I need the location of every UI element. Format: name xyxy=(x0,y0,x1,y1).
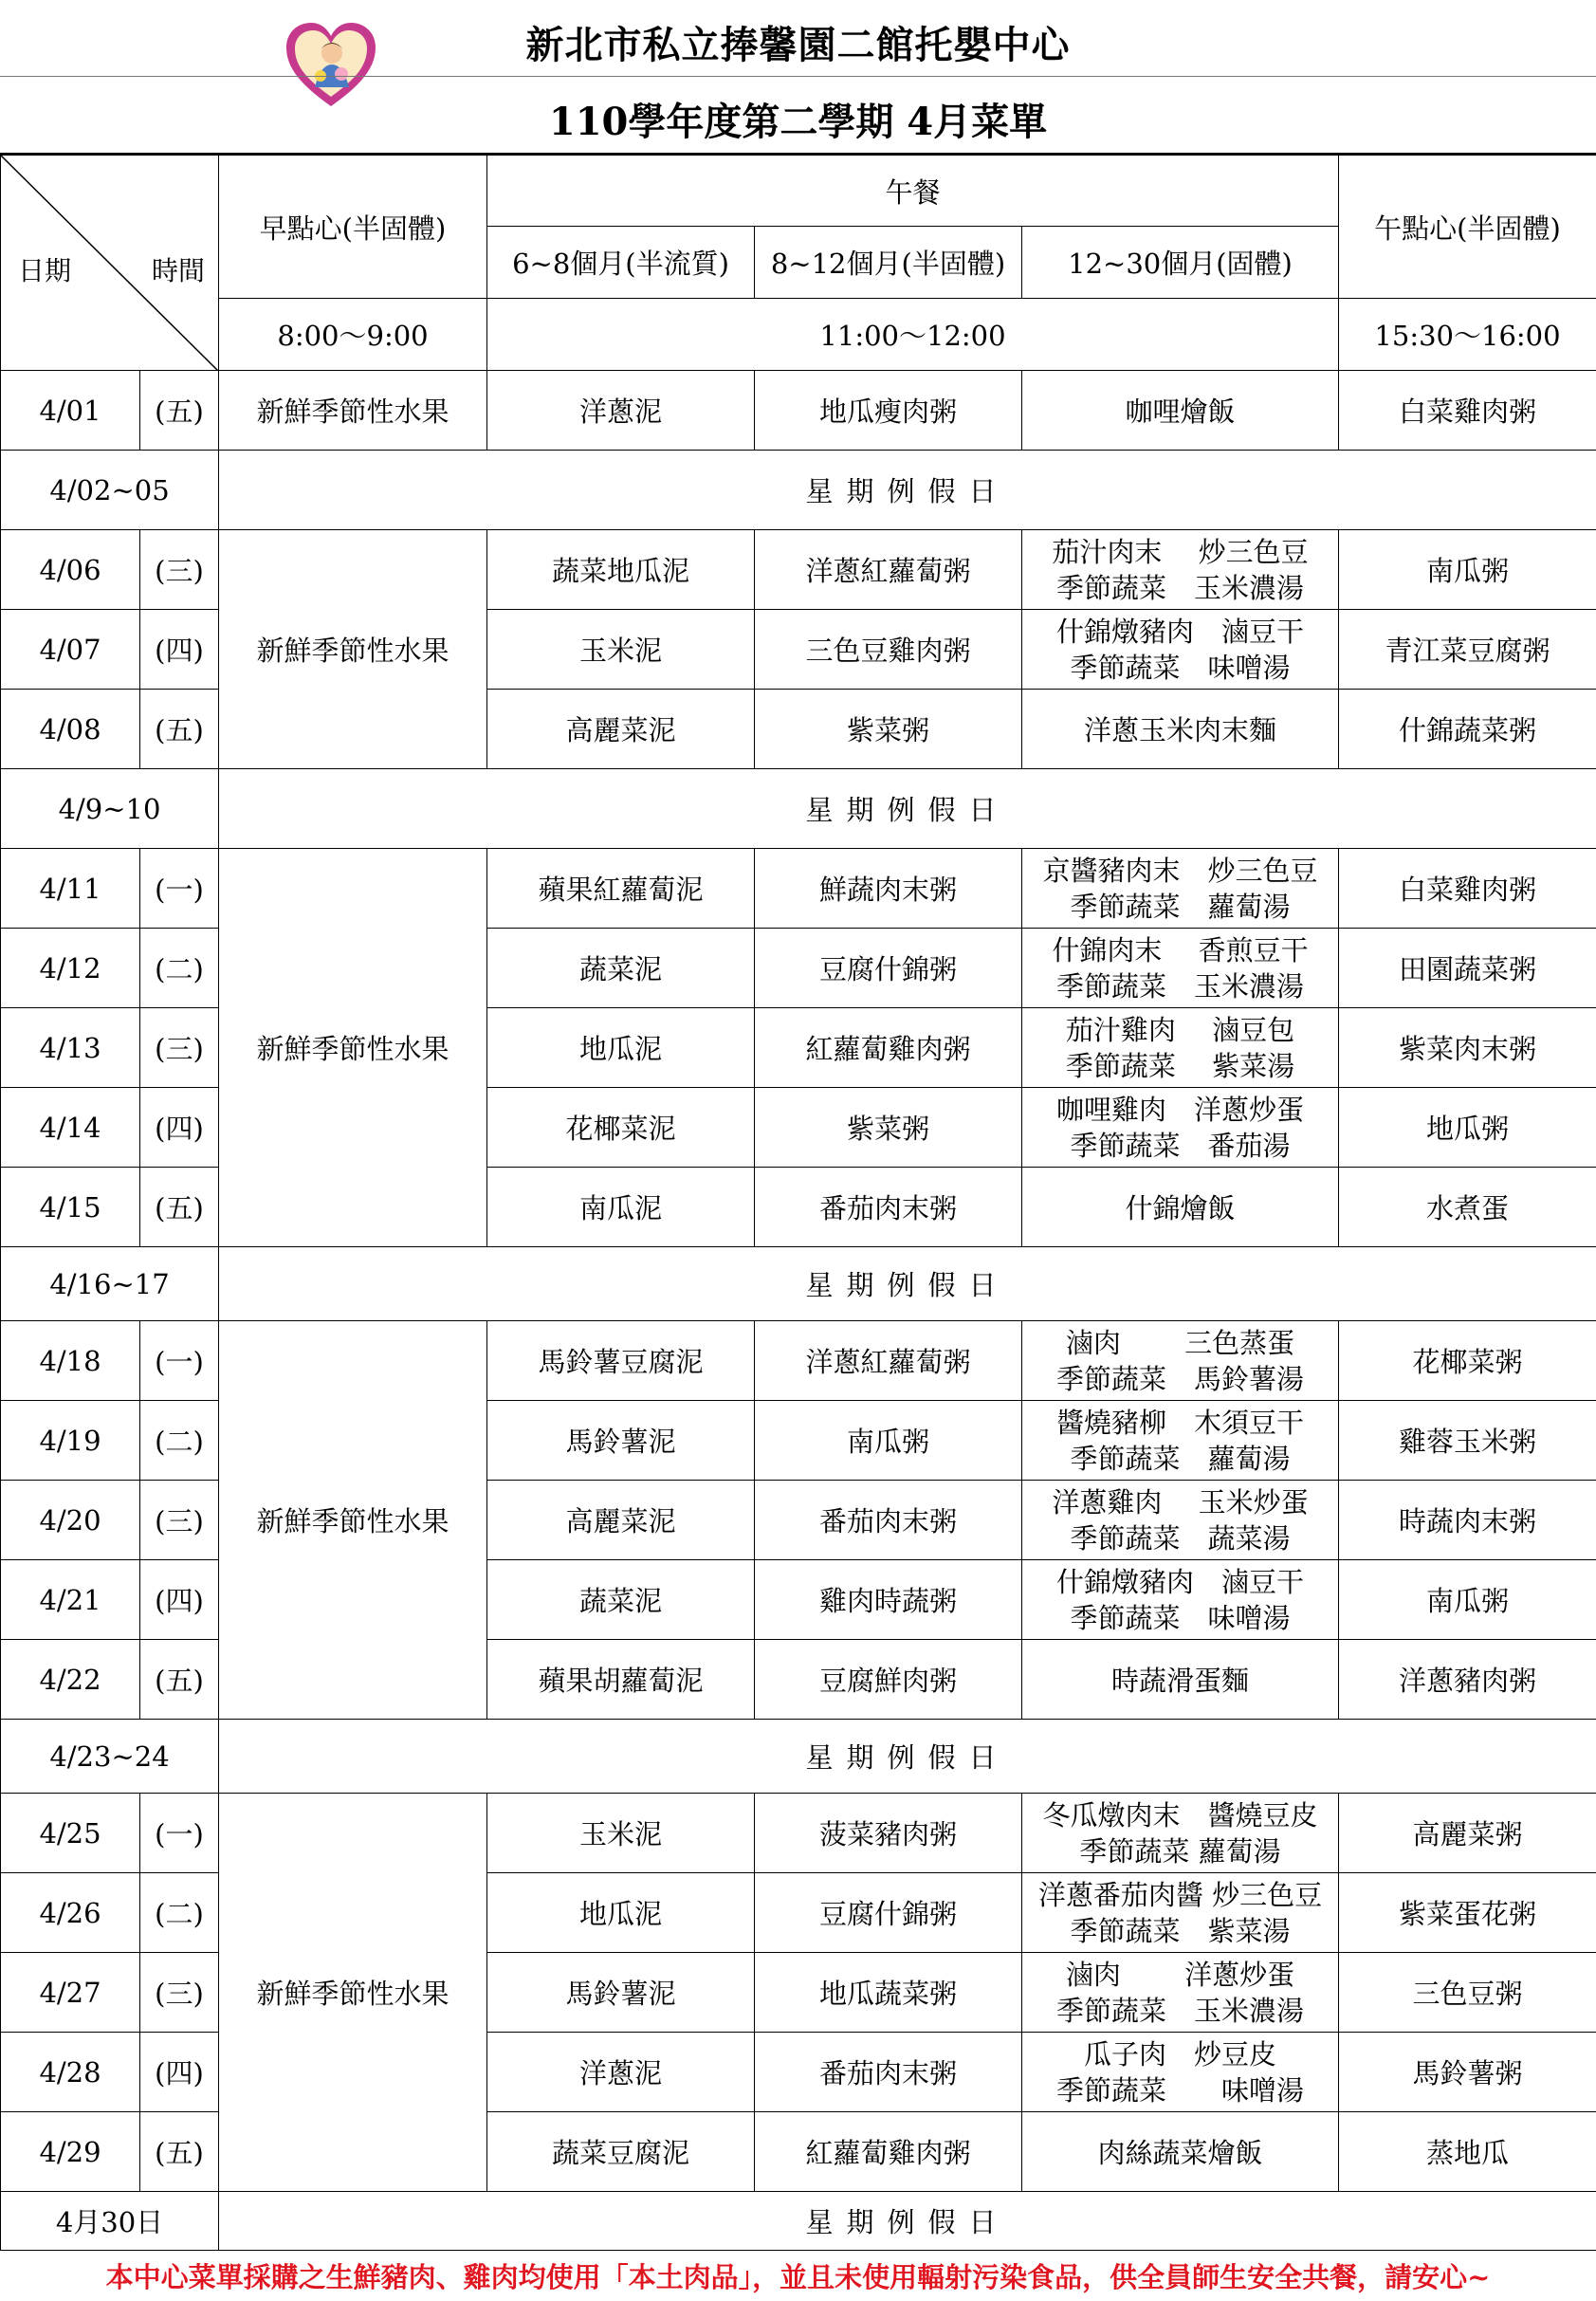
date-cell: 4/12 xyxy=(1,929,140,1008)
date-cell: 4/27 xyxy=(1,1953,140,2033)
lunch-12-30-line: 季節蔬菜 蘿蔔湯 xyxy=(1070,1442,1291,1475)
date-cell: 4/22 xyxy=(1,1640,140,1720)
afternoon-cell: 雞蓉玉米粥 xyxy=(1339,1401,1596,1481)
lunch-12-30-line: 季節蔬菜 蘿蔔湯 xyxy=(1079,1834,1281,1868)
date-cell: 4/14 xyxy=(1,1088,140,1168)
weekday-cell: (一) xyxy=(140,849,219,929)
lunch-12-30-line: 冬瓜燉肉末 醬燒豆皮 xyxy=(1042,1798,1318,1832)
lunch-12-30-cell xyxy=(1022,530,1339,610)
lunch-12-30-line: 季節蔬菜 蘿蔔湯 xyxy=(1070,890,1291,923)
afternoon-cell: 三色豆粥 xyxy=(1339,1953,1596,2033)
date-cell: 4/07 xyxy=(1,610,140,690)
lunch-12-30-cell xyxy=(1022,1640,1339,1720)
afternoon-cell: 時蔬肉末粥 xyxy=(1339,1481,1596,1560)
afternoon-header: 午點心(半固體) xyxy=(1339,155,1596,299)
lunch-12-30-cell xyxy=(1022,1008,1339,1088)
lunch-6-8-header: 6~8個月(半流質) xyxy=(487,227,755,299)
date-cell: 4/29 xyxy=(1,2112,140,2192)
lunch-12-30-line: 時蔬滑蛋麵 xyxy=(1110,1665,1249,1697)
afternoon-cell: 南瓜粥 xyxy=(1339,530,1596,610)
holiday-row xyxy=(1,2192,1596,2251)
lunch-8-12-cell: 番茄肉末粥 xyxy=(755,2033,1022,2112)
holiday-date: 4/16~17 xyxy=(1,1247,219,1321)
breakfast-cell: 新鮮季節性水果 xyxy=(219,371,487,451)
lunch-8-12-cell: 番茄肉末粥 xyxy=(755,1168,1022,1247)
weekday-cell: (二) xyxy=(140,929,219,1008)
lunch-6-8-cell: 洋蔥泥 xyxy=(487,2033,755,2112)
holiday-label: 星期例假日 xyxy=(219,451,1596,530)
holiday-date: 4/02~05 xyxy=(1,451,219,530)
menu-row xyxy=(1,1794,1596,1873)
lunch-12-30-line: 滷肉 三色蒸蛋 xyxy=(1065,1326,1295,1359)
lunch-12-30-line: 什錦燴飯 xyxy=(1125,1192,1236,1224)
weekday-cell: (四) xyxy=(140,1088,219,1168)
lunch-12-30-line: 季節蔬菜 蔬菜湯 xyxy=(1070,1521,1291,1555)
time-header-row xyxy=(1,299,1596,371)
lunch-8-12-header: 8~12個月(半固體) xyxy=(755,227,1022,299)
footer-notice: 本中心菜單採購之生鮮豬肉、雞肉均使用「本土肉品」，並且未使用輻射污染食品，供全員師生安全共餐，請安心~ xyxy=(105,2261,1491,2293)
lunch-12-30-line: 洋蔥雞肉 玉米炒蛋 xyxy=(1052,1485,1309,1519)
date-cell: 4/11 xyxy=(1,849,140,929)
date-cell: 4/18 xyxy=(1,1321,140,1401)
breakfast-cell: 新鮮季節性水果 xyxy=(219,530,487,769)
afternoon-cell: 紫菜蛋花粥 xyxy=(1339,1873,1596,1953)
weekday-cell: (五) xyxy=(140,690,219,769)
weekday-cell: (三) xyxy=(140,1481,219,1560)
lunch-12-30-cell xyxy=(1022,1560,1339,1640)
lunch-8-12-cell: 鮮蔬肉末粥 xyxy=(755,849,1022,929)
lunch-12-30-line: 瓜子肉 炒豆皮 xyxy=(1083,2037,1276,2071)
lunch-6-8-cell: 蔬菜豆腐泥 xyxy=(487,2112,755,2192)
afternoon-cell: 青江菜豆腐粥 xyxy=(1339,610,1596,690)
lunch-12-30-line: 京醬豬肉末 炒三色豆 xyxy=(1042,854,1318,887)
afternoon-cell: 水煮蛋 xyxy=(1339,1168,1596,1247)
lunch-6-8-cell: 玉米泥 xyxy=(487,1794,755,1873)
lunch-6-8-cell: 蔬菜地瓜泥 xyxy=(487,530,755,610)
lunch-12-30-cell xyxy=(1022,1088,1339,1168)
title-divider xyxy=(0,76,1596,77)
weekday-cell: (五) xyxy=(140,1168,219,1247)
afternoon-cell: 地瓜粥 xyxy=(1339,1088,1596,1168)
afternoon-cell: 蒸地瓜 xyxy=(1339,2112,1596,2192)
page-subtitle: 110學年度第二學期 4月菜單 xyxy=(548,100,1048,144)
lunch-12-30-cell xyxy=(1022,1794,1339,1873)
holiday-label: 星期例假日 xyxy=(219,769,1596,849)
date-time-header-cell xyxy=(1,155,219,371)
lunch-12-30-cell xyxy=(1022,1481,1339,1560)
lunch-12-30-line: 什錦肉末 香煎豆干 xyxy=(1052,933,1309,966)
lunch-8-12-cell: 雞肉時蔬粥 xyxy=(755,1560,1022,1640)
weekday-cell: (二) xyxy=(140,1873,219,1953)
lunch-6-8-cell: 地瓜泥 xyxy=(487,1873,755,1953)
weekday-cell: (一) xyxy=(140,1794,219,1873)
lunch-12-30-cell xyxy=(1022,610,1339,690)
lunch-header: 午餐 xyxy=(487,155,1339,227)
lunch-8-12-cell: 紫菜粥 xyxy=(755,690,1022,769)
breakfast-header: 早點心(半固體) xyxy=(219,155,487,299)
lunch-12-30-line: 醬燒豬柳 木須豆干 xyxy=(1055,1406,1304,1439)
weekday-cell: (五) xyxy=(140,1640,219,1720)
lunch-12-30-line: 洋蔥玉米肉末麵 xyxy=(1083,714,1276,746)
weekday-cell: (四) xyxy=(140,1560,219,1640)
lunch-12-30-line: 咖哩燴飯 xyxy=(1125,396,1236,428)
lunch-12-30-line: 什錦燉豬肉 滷豆干 xyxy=(1055,615,1304,648)
lunch-12-30-line: 季節蔬菜 紫菜湯 xyxy=(1070,1914,1291,1947)
lunch-12-30-cell xyxy=(1022,1168,1339,1247)
afternoon-cell: 田園蔬菜粥 xyxy=(1339,929,1596,1008)
lunch-8-12-cell: 地瓜蔬菜粥 xyxy=(755,1953,1022,2033)
lunch-8-12-cell: 三色豆雞肉粥 xyxy=(755,610,1022,690)
lunch-8-12-cell: 洋蔥紅蘿蔔粥 xyxy=(755,1321,1022,1401)
lunch-12-30-line: 肉絲蔬菜燴飯 xyxy=(1097,2137,1263,2169)
date-cell: 4/06 xyxy=(1,530,140,610)
holiday-date: 4/9~10 xyxy=(1,769,219,849)
lunch-6-8-cell: 馬鈴薯豆腐泥 xyxy=(487,1321,755,1401)
lunch-12-30-header: 12~30個月(固體) xyxy=(1022,227,1339,299)
afternoon-cell: 什錦蔬菜粥 xyxy=(1339,690,1596,769)
lunch-6-8-cell: 玉米泥 xyxy=(487,610,755,690)
weekday-cell: (三) xyxy=(140,1953,219,2033)
lunch-12-30-line: 茄汁肉末 炒三色豆 xyxy=(1052,535,1309,568)
lunch-12-30-cell xyxy=(1022,1321,1339,1401)
holiday-row xyxy=(1,451,1596,530)
time-header: 時間 xyxy=(151,255,205,286)
lunch-6-8-cell: 高麗菜泥 xyxy=(487,1481,755,1560)
lunch-8-12-cell: 豆腐什錦粥 xyxy=(755,929,1022,1008)
lunch-6-8-cell: 洋蔥泥 xyxy=(487,371,755,451)
date-cell: 4/15 xyxy=(1,1168,140,1247)
date-header: 日期 xyxy=(18,255,72,286)
weekday-cell: (四) xyxy=(140,2033,219,2112)
weekday-cell: (二) xyxy=(140,1401,219,1481)
date-cell: 4/01 xyxy=(1,371,140,451)
lunch-6-8-cell: 蘋果胡蘿蔔泥 xyxy=(487,1640,755,1720)
lunch-8-12-cell: 番茄肉末粥 xyxy=(755,1481,1022,1560)
lunch-12-30-cell xyxy=(1022,1873,1339,1953)
breakfast-cell: 新鮮季節性水果 xyxy=(219,849,487,1247)
lunch-12-30-line: 咖哩雞肉 洋蔥炒蛋 xyxy=(1055,1093,1304,1126)
menu-row xyxy=(1,371,1596,451)
holiday-row xyxy=(1,769,1596,849)
lunch-12-30-cell xyxy=(1022,371,1339,451)
lunch-8-12-cell: 紅蘿蔔雞肉粥 xyxy=(755,1008,1022,1088)
afternoon-cell: 白菜雞肉粥 xyxy=(1339,371,1596,451)
lunch-8-12-cell: 地瓜瘦肉粥 xyxy=(755,371,1022,451)
afternoon-cell: 花椰菜粥 xyxy=(1339,1321,1596,1401)
weekday-cell: (四) xyxy=(140,610,219,690)
menu-row xyxy=(1,530,1596,610)
lunch-6-8-cell: 蔬菜泥 xyxy=(487,1560,755,1640)
lunch-12-30-line: 季節蔬菜 味噌湯 xyxy=(1070,651,1291,684)
lunch-6-8-cell: 蘋果紅蘿蔔泥 xyxy=(487,849,755,929)
lunch-12-30-line: 季節蔬菜 玉米濃湯 xyxy=(1055,1994,1304,2027)
lunch-8-12-cell: 紅蘿蔔雞肉粥 xyxy=(755,2112,1022,2192)
lunch-12-30-line: 季節蔬菜 紫菜湯 xyxy=(1065,1049,1295,1082)
lunch-12-30-line: 季節蔬菜 玉米濃湯 xyxy=(1055,571,1304,604)
lunch-8-12-cell: 南瓜粥 xyxy=(755,1401,1022,1481)
menu-table xyxy=(0,153,1596,2251)
page-title: 新北市私立捧馨園二館托嬰中心 xyxy=(525,23,1071,67)
afternoon-cell: 南瓜粥 xyxy=(1339,1560,1596,1640)
lunch-12-30-line: 季節蔬菜 番茄湯 xyxy=(1070,1129,1291,1162)
date-cell: 4/20 xyxy=(1,1481,140,1560)
lunch-12-30-line: 季節蔬菜 味噌湯 xyxy=(1055,2073,1304,2107)
lunch-6-8-cell: 地瓜泥 xyxy=(487,1008,755,1088)
lunch-8-12-cell: 紫菜粥 xyxy=(755,1088,1022,1168)
lunch-8-12-cell: 洋蔥紅蘿蔔粥 xyxy=(755,530,1022,610)
date-cell: 4/13 xyxy=(1,1008,140,1088)
lunch-12-30-line: 季節蔬菜 馬鈴薯湯 xyxy=(1055,1362,1304,1395)
holiday-label: 星期例假日 xyxy=(219,2192,1596,2251)
date-cell: 4/26 xyxy=(1,1873,140,1953)
date-cell: 4/21 xyxy=(1,1560,140,1640)
date-cell: 4/25 xyxy=(1,1794,140,1873)
holiday-label: 星期例假日 xyxy=(219,1247,1596,1321)
holiday-row xyxy=(1,1247,1596,1321)
afternoon-cell: 高麗菜粥 xyxy=(1339,1794,1596,1873)
afternoon-time: 15:30～16:00 xyxy=(1339,299,1596,371)
menu-row xyxy=(1,849,1596,929)
lunch-12-30-line: 洋蔥番茄肉醬 炒三色豆 xyxy=(1037,1878,1323,1911)
lunch-6-8-cell: 蔬菜泥 xyxy=(487,929,755,1008)
lunch-12-30-cell xyxy=(1022,690,1339,769)
afternoon-cell: 白菜雞肉粥 xyxy=(1339,849,1596,929)
lunch-6-8-cell: 花椰菜泥 xyxy=(487,1088,755,1168)
date-cell: 4/08 xyxy=(1,690,140,769)
menu-row xyxy=(1,1321,1596,1401)
afternoon-cell: 紫菜肉末粥 xyxy=(1339,1008,1596,1088)
breakfast-cell: 新鮮季節性水果 xyxy=(219,1794,487,2192)
lunch-12-30-line: 茄汁雞肉 滷豆包 xyxy=(1065,1013,1295,1046)
lunch-12-30-line: 什錦燉豬肉 滷豆干 xyxy=(1055,1565,1304,1598)
breakfast-time: 8:00～9:00 xyxy=(219,299,487,371)
lunch-6-8-cell: 高麗菜泥 xyxy=(487,690,755,769)
weekday-cell: (三) xyxy=(140,1008,219,1088)
lunch-6-8-cell: 馬鈴薯泥 xyxy=(487,1953,755,2033)
lunch-time: 11:00～12:00 xyxy=(487,299,1339,371)
holiday-label: 星期例假日 xyxy=(219,1720,1596,1794)
weekday-cell: (五) xyxy=(140,371,219,451)
holiday-date: 4/23~24 xyxy=(1,1720,219,1794)
weekday-cell: (五) xyxy=(140,2112,219,2192)
header-row xyxy=(1,155,1596,227)
lunch-8-12-cell: 豆腐什錦粥 xyxy=(755,1873,1022,1953)
lunch-6-8-cell: 馬鈴薯泥 xyxy=(487,1401,755,1481)
breakfast-cell: 新鮮季節性水果 xyxy=(219,1321,487,1720)
lunch-12-30-cell xyxy=(1022,2033,1339,2112)
lunch-12-30-cell xyxy=(1022,849,1339,929)
lunch-12-30-cell xyxy=(1022,2112,1339,2192)
lunch-6-8-cell: 南瓜泥 xyxy=(487,1168,755,1247)
lunch-8-12-cell: 菠菜豬肉粥 xyxy=(755,1794,1022,1873)
weekday-cell: (三) xyxy=(140,530,219,610)
lunch-12-30-cell xyxy=(1022,1953,1339,2033)
date-cell: 4/28 xyxy=(1,2033,140,2112)
weekday-cell: (一) xyxy=(140,1321,219,1401)
lunch-12-30-cell xyxy=(1022,929,1339,1008)
lunch-12-30-line: 滷肉 洋蔥炒蛋 xyxy=(1065,1958,1295,1991)
holiday-row xyxy=(1,1720,1596,1794)
lunch-12-30-line: 季節蔬菜 味噌湯 xyxy=(1070,1601,1291,1634)
afternoon-cell: 馬鈴薯粥 xyxy=(1339,2033,1596,2112)
date-cell: 4/19 xyxy=(1,1401,140,1481)
lunch-12-30-cell xyxy=(1022,1401,1339,1481)
lunch-12-30-line: 季節蔬菜 玉米濃湯 xyxy=(1055,969,1304,1003)
lunch-8-12-cell: 豆腐鮮肉粥 xyxy=(755,1640,1022,1720)
afternoon-cell: 洋蔥豬肉粥 xyxy=(1339,1640,1596,1720)
holiday-date: 4月30日 xyxy=(1,2192,219,2251)
